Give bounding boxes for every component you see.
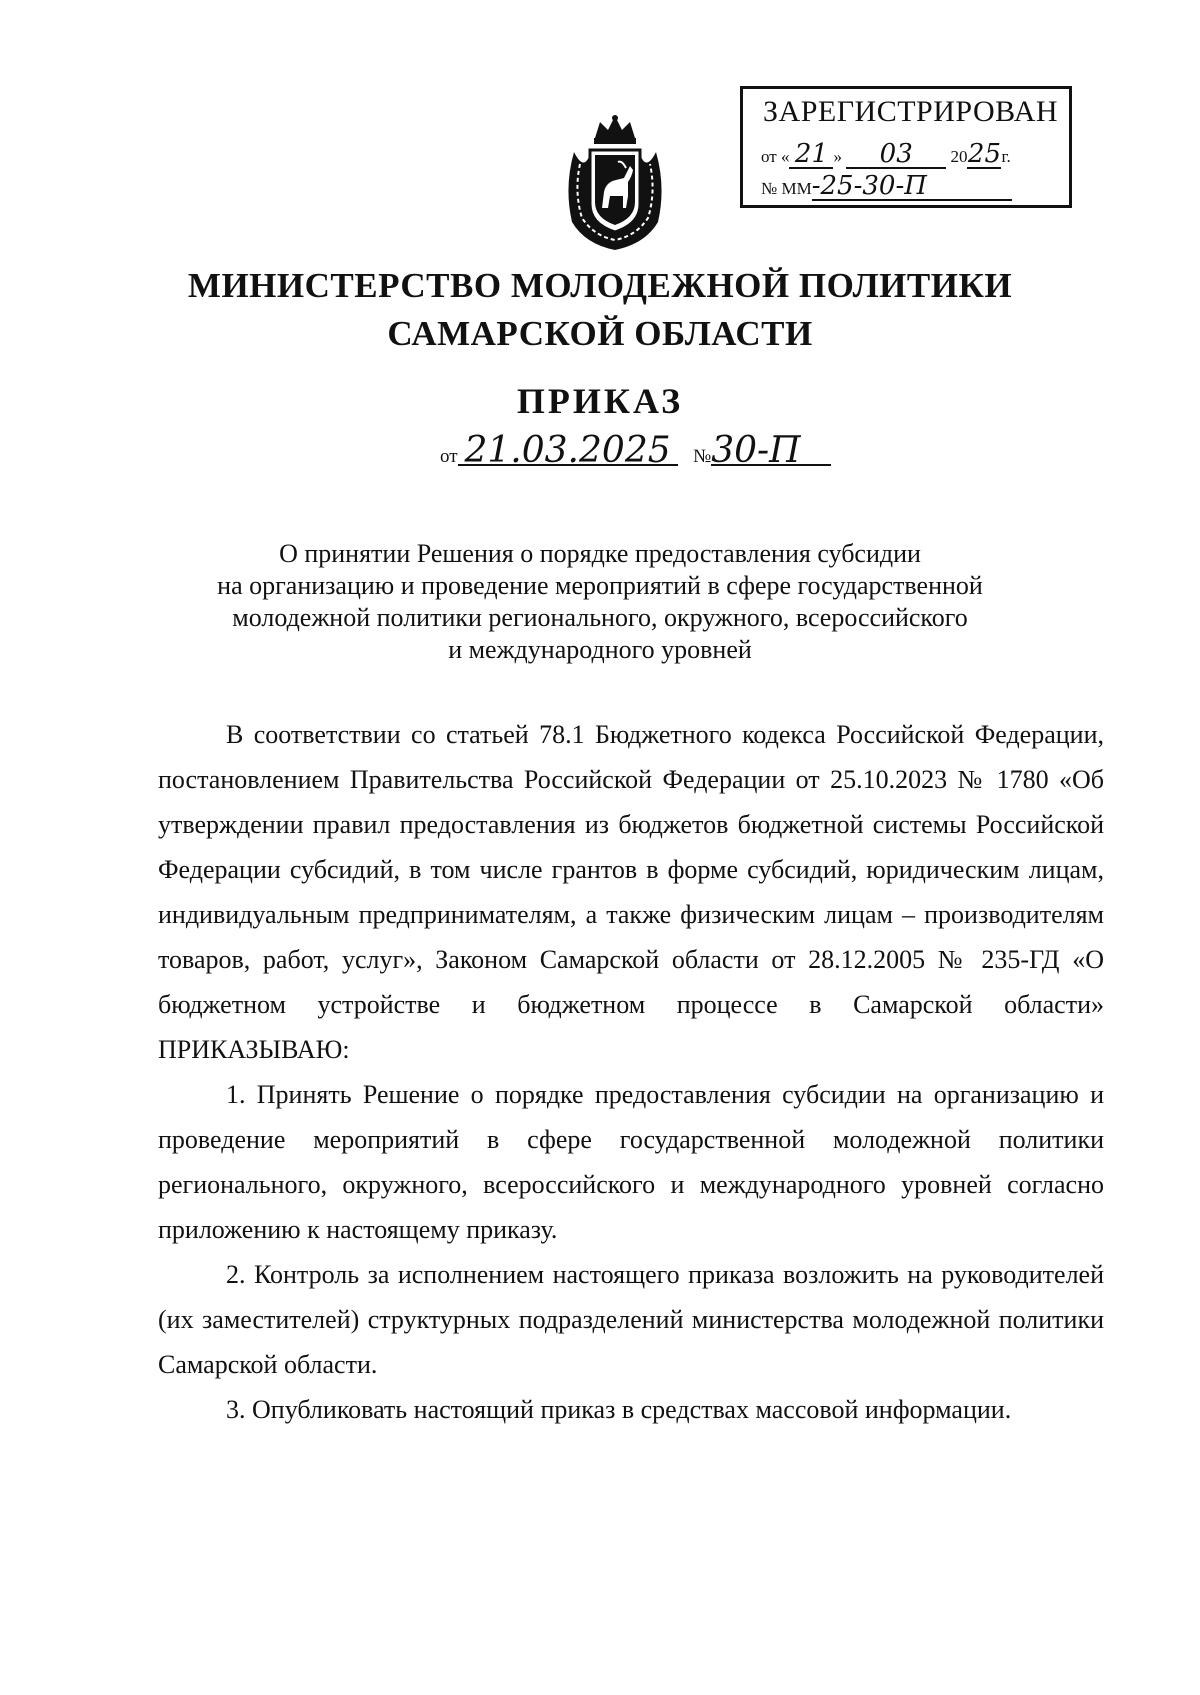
document-date: 21.03.2025 [458,438,678,466]
subject-line: и международного уровней [448,635,752,664]
stamp-year-g: г. [1001,147,1011,166]
stamp-year-suffix: 25 [967,139,1002,169]
subject-line: молодежной политики регионального, окружного, всероссийского [232,603,968,632]
subject-line: на организацию и проведение мероприятий в сфере государственной [217,571,983,600]
stamp-date-line [761,141,1011,169]
stamp-date-prefix: от « [761,147,790,166]
order-item-2: 2. Контроль за исполнением настоящего приказа возложить на руководителей (их заместителей) структурных подразделений министерства молодежной политики Самарской области. [158,1260,1104,1379]
document-number-prefix: № [693,446,712,467]
organization-title [0,262,1200,358]
stamp-month: 03 [846,141,946,169]
stamp-quote: » [833,147,842,166]
subject-line: О принятии Решения о порядке предоставления субсидии [279,539,921,568]
document-body [158,712,1104,1432]
stamp-day: 21 [789,141,833,169]
document-subject [150,538,1050,666]
organization-title-line1: МИНИСТЕРСТВО МОЛОДЕЖНОЙ ПОЛИТИКИ [187,266,1013,305]
stamp-year-prefix: 20 [950,147,968,166]
organization-title-line2: САМАРСКОЙ ОБЛАСТИ [387,314,813,353]
stamp-number-prefix: № ММ [761,179,812,198]
stamp-title: ЗАРЕГИСТРИРОВАН [763,95,1059,128]
document-type: ПРИКАЗ [516,381,684,421]
stamp-number: -25-30-П [812,173,1012,201]
order-item-3: 3. Опубликовать настоящий приказ в средствах массовой информации. [226,1395,1012,1424]
document-date-line [440,430,831,471]
document-date-prefix: от [440,446,458,467]
stamp-number-line [761,173,1012,201]
preamble-paragraph: В соответствии со статьей 78.1 Бюджетного кодекса Российской Федерации, постановлением Правительства Российской Федерации от 25.10.2023 № 1780 «Об утверждении правил предоставления из бюджетов бюджетной системы Российской Федерации субсидий, в том числе грантов в форме субсидий, юридическим лицам, индивидуальным предпринимателям, а также физическим лицам – производителям товаров, работ, услуг», Законом Самарской области от 28.12.2005 № 235-ГД «О бюджетном устройстве и бюджетном процессе в Самарской области» ПРИКАЗЫВАЮ: [158,720,1104,1064]
order-item-1: 1. Принять Решение о порядке предоставления субсидии на организацию и проведение мероприятий в сфере государственной молодежной политики регионального, окружного, всероссийского и международного уровней согласно приложению к настоящему приказу. [158,1080,1104,1244]
document-number: 30-П [711,438,831,466]
coat-of-arms-icon [560,112,670,254]
registration-stamp [740,86,1072,208]
